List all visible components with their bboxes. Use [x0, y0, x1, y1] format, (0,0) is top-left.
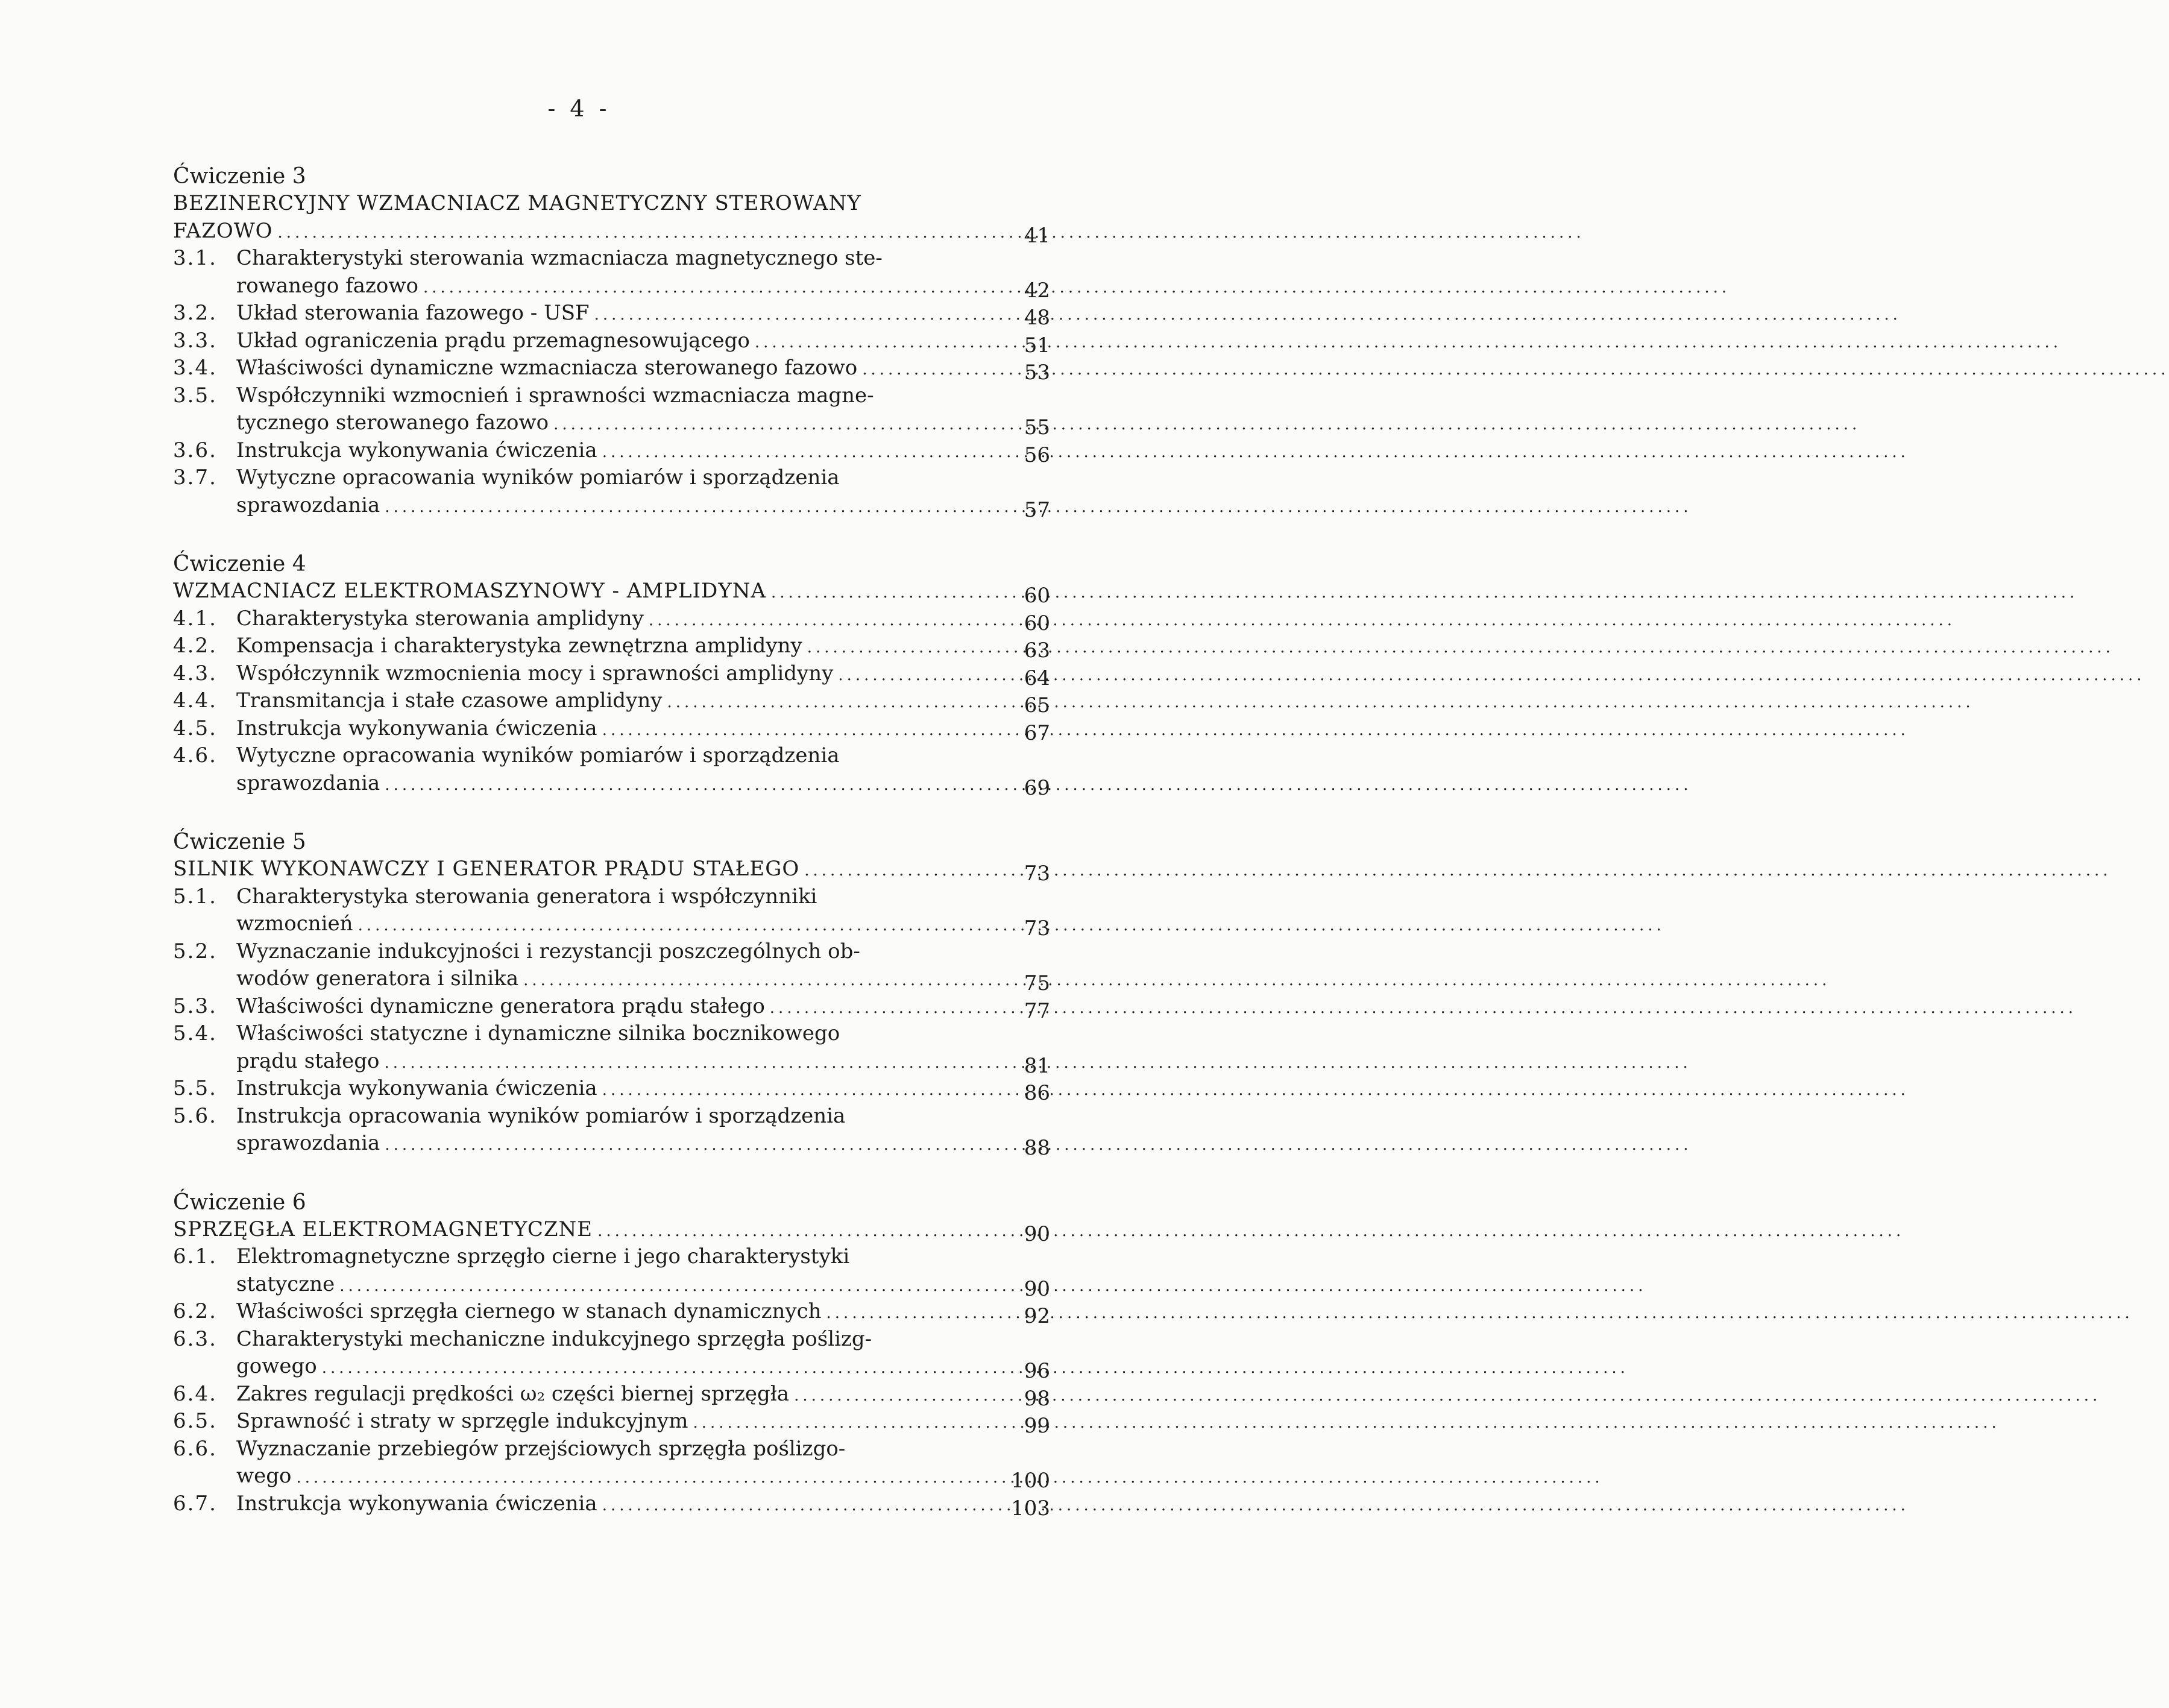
toc-entry-line [173, 770, 1050, 798]
section-title: Charakterystyka sterowania generatora i współczynniki [236, 884, 817, 909]
section-number: 5.4. [173, 1021, 217, 1045]
section-title: Właściwości statyczne i dynamiczne silnika bocznikowego [236, 1021, 840, 1045]
leader-dots [771, 579, 2078, 607]
section-number: 3.7. [173, 465, 217, 490]
page-ref[interactable]: 73 [1024, 916, 1050, 941]
section-title: Instrukcja wykonywania ćwiczenia [236, 716, 597, 740]
page-ref[interactable]: 67 [1024, 720, 1050, 745]
section-title: sprawozdania [236, 1131, 380, 1155]
toc-entry-line [173, 993, 1050, 1021]
page-ref[interactable]: 65 [1024, 693, 1050, 717]
page-ref[interactable]: 96 [1024, 1359, 1050, 1383]
section-number: 4.2. [173, 634, 217, 658]
page-ref[interactable]: 56 [1024, 443, 1050, 467]
leader-dots [594, 301, 1901, 329]
toc-entry-line [173, 715, 1050, 743]
section-title: Układ ograniczenia prądu przemagnesowującego [236, 328, 750, 353]
exercise-block [173, 1189, 1050, 1518]
page-ref[interactable]: 51 [1024, 333, 1050, 358]
toc-entry-line [173, 300, 1050, 330]
toc-entry-line [173, 492, 1050, 520]
section-title: wodów generatora i silnika [236, 966, 519, 991]
toc-entry-line [173, 273, 1050, 303]
section-title: statyczne [236, 1272, 335, 1296]
exercise-block [173, 163, 1050, 522]
toc-entry-line [173, 687, 1050, 715]
toc-entry-line [173, 437, 1050, 465]
toc-entry-line [173, 1048, 1050, 1076]
leader-dots [667, 689, 1974, 717]
section-number: 3.6. [173, 438, 217, 462]
leader-dots [423, 274, 1730, 302]
toc-entry-line [173, 1435, 1050, 1463]
section-title: rowanego fazowo [236, 273, 418, 298]
page-ref[interactable]: 100 [1011, 1469, 1050, 1493]
leader-dots [693, 1410, 2000, 1437]
leader-dots [755, 329, 2062, 357]
section-number: 5.5. [173, 1076, 217, 1100]
page-ref[interactable]: 60 [1024, 611, 1050, 635]
leader-dots [602, 1492, 1909, 1520]
page-ref[interactable]: 41 [1024, 223, 1050, 248]
section-title: Instrukcja wykonywania ćwiczenia [236, 1491, 597, 1516]
page-ref[interactable]: 63 [1024, 638, 1050, 663]
toc-entry-line [173, 910, 1050, 941]
exercise-block [173, 550, 1050, 800]
toc-entry-line [173, 1243, 1050, 1271]
section-title: Zakres regulacji prędkości ω₂ części biernej sprzęgła [236, 1381, 790, 1406]
page-ref[interactable]: 98 [1024, 1386, 1050, 1411]
page-ref[interactable]: 77 [1024, 998, 1050, 1023]
section-title: Właściwości dynamiczne generatora prądu stałego [236, 994, 765, 1018]
exercise-title-text: WZMACNIACZ ELEKTROMASZYNOWY - AMPLIDYNA [173, 579, 767, 603]
toc-entry-line [173, 1490, 1050, 1518]
toc-entry-line [173, 1381, 1050, 1411]
toc-entry-line [173, 1408, 1050, 1438]
exercise-title-text: FAZOWO [173, 218, 273, 243]
toc-entry-line [173, 965, 1050, 993]
section-number: 4.3. [173, 661, 217, 685]
section-title: Instrukcja opracowania wyników pomiarów i sporządzenia [236, 1103, 846, 1128]
page-ref[interactable]: 86 [1024, 1081, 1050, 1105]
section-number: 3.4. [173, 356, 217, 380]
section-title: Wyznaczanie indukcyjności i rezystancji poszczególnych ob- [236, 939, 860, 963]
toc-entry-line [173, 1271, 1050, 1299]
exercise-heading: Ćwiczenie 5 [173, 830, 306, 854]
page-number: - 4 - [547, 95, 611, 122]
toc-entry-line [173, 245, 1050, 273]
toc-entry-line [173, 1020, 1050, 1048]
section-number: 6.5. [173, 1409, 217, 1433]
exercise-title-line [173, 190, 1050, 218]
exercise-heading: Ćwiczenie 4 [173, 552, 306, 576]
leader-dots [322, 1355, 1629, 1382]
section-number: 4.5. [173, 716, 217, 740]
toc-entry-line [173, 1075, 1050, 1103]
section-title: Wytyczne opracowania wyników pomiarów i sporządzenia [236, 743, 840, 767]
leader-dots [296, 1464, 1603, 1492]
toc-entry-line [173, 1326, 1050, 1353]
leader-dots [602, 717, 1909, 745]
section-title: Charakterystyki sterowania wzmacniacza magnetycznego ste- [236, 246, 883, 270]
page-ref[interactable]: 88 [1024, 1136, 1050, 1160]
toc-entry-line [173, 1298, 1050, 1326]
section-number: 5.3. [173, 994, 217, 1018]
exercise-title-line [173, 1216, 1050, 1244]
leader-dots [862, 356, 2169, 384]
section-title: Właściwości sprzęgła ciernego w stanach dynamicznych [236, 1299, 822, 1323]
leader-dots [794, 1382, 2101, 1410]
exercise-heading: Ćwiczenie 3 [173, 164, 306, 189]
toc-entry-line [173, 382, 1050, 410]
section-title: Wyznaczanie przebiegów przejściowych sprzęgła poślizgo- [236, 1436, 846, 1461]
section-title: gowego [236, 1354, 317, 1378]
section-title: sprawozdania [236, 493, 380, 517]
section-title: Sprawność i straty w sprzęgle indukcyjnym [236, 1409, 688, 1433]
exercise-title-line [173, 856, 1050, 886]
section-number: 3.5. [173, 383, 217, 408]
leader-dots [553, 411, 1860, 439]
toc-entry-line [173, 605, 1050, 633]
page-ref[interactable]: 57 [1024, 497, 1050, 522]
table-of-contents [173, 163, 1050, 1549]
toc-entry-line [173, 632, 1050, 663]
leader-dots [339, 1273, 1646, 1300]
section-title: prądu stałego [236, 1048, 380, 1073]
exercise-title-line [173, 218, 1050, 248]
page-ref[interactable]: 73 [1024, 862, 1050, 886]
section-title: Charakterystyka sterowania amplidyny [236, 606, 644, 631]
section-number: 4.1. [173, 606, 217, 631]
section-title: sprawozdania [236, 770, 380, 795]
page-ref[interactable]: 55 [1024, 415, 1050, 440]
section-number: 6.7. [173, 1491, 217, 1516]
section-number: 4.6. [173, 743, 217, 767]
section-title: Instrukcja wykonywania ćwiczenia [236, 438, 597, 462]
section-number: 6.4. [173, 1381, 217, 1406]
page-ref[interactable]: 103 [1011, 1496, 1050, 1520]
toc-entry-line [173, 355, 1050, 385]
section-title: Układ sterowania fazowego - USF [236, 301, 590, 325]
toc-entry-line [173, 938, 1050, 966]
section-title: Instrukcja wykonywania ćwiczenia [236, 1076, 597, 1100]
section-title: Wytyczne opracowania wyników pomiarów i sporządzenia [236, 465, 840, 490]
section-number: 6.6. [173, 1436, 217, 1461]
page-ref[interactable]: 48 [1024, 306, 1050, 330]
exercise-title-text: SPRZĘGŁA ELEKTROMAGNETYCZNE [173, 1217, 593, 1241]
exercise-title-text: SILNIK WYKONAWCZY I GENERATOR PRĄDU STAŁEGO [173, 857, 800, 881]
toc-entry-line [173, 1463, 1050, 1493]
section-number: 5.1. [173, 884, 217, 909]
section-number: 5.6. [173, 1103, 217, 1128]
leader-dots [804, 857, 2111, 885]
page-ref[interactable]: 42 [1024, 278, 1050, 303]
section-title: Właściwości dynamiczne wzmacniacza sterowanego fazowo [236, 356, 858, 380]
section-title: Charakterystyki mechaniczne indukcyjnego sprzęgła poślizg- [236, 1326, 872, 1351]
exercise-title-line [173, 578, 1050, 608]
toc-entry-line [173, 464, 1050, 492]
section-title: Współczynniki wzmocnień i sprawności wzmacniacza magne- [236, 383, 874, 408]
section-number: 6.2. [173, 1299, 217, 1323]
section-number: 6.1. [173, 1244, 217, 1268]
exercise-title-text: BEZINERCYJNY WZMACNIACZ MAGNETYCZNY STEROWANY [173, 191, 861, 215]
toc-entry-line [173, 742, 1050, 770]
section-title: Transmitancja i stałe czasowe amplidyny [236, 689, 663, 713]
page-ref[interactable]: 90 [1024, 1276, 1050, 1301]
page-ref[interactable]: 90 [1024, 1221, 1050, 1246]
section-number: 4.4. [173, 689, 217, 713]
section-number: 3.1. [173, 246, 217, 270]
leader-dots [770, 995, 2077, 1023]
section-number: 3.2. [173, 301, 217, 325]
leader-dots [602, 1077, 1909, 1105]
page-ref[interactable]: 81 [1024, 1053, 1050, 1078]
leader-dots [278, 219, 1585, 247]
page-ref[interactable]: 75 [1024, 971, 1050, 995]
section-title: tycznego sterowanego fazowo [236, 411, 549, 435]
leader-dots [602, 439, 1909, 467]
section-title: wego [236, 1464, 292, 1488]
toc-entry-line [173, 327, 1050, 358]
leader-dots [597, 1218, 1904, 1246]
toc-entry-line [173, 1103, 1050, 1130]
section-title: wzmocnień [236, 912, 353, 936]
page-ref[interactable]: 53 [1024, 361, 1050, 385]
page-ref[interactable]: 99 [1024, 1414, 1050, 1438]
page-ref[interactable]: 92 [1024, 1304, 1050, 1328]
section-title: Współczynnik wzmocnienia mocy i sprawności amplidyny [236, 661, 834, 685]
leader-dots [523, 967, 1830, 995]
section-number: 6.3. [173, 1326, 217, 1351]
toc-entry-line [173, 883, 1050, 911]
section-number: 5.2. [173, 939, 217, 963]
toc-entry-line [173, 409, 1050, 440]
toc-entry-line [173, 1130, 1050, 1158]
exercise-block [173, 828, 1050, 1158]
toc-entry-line [173, 660, 1050, 688]
page-ref[interactable]: 64 [1024, 666, 1050, 690]
section-title: Kompensacja i charakterystyka zewnętrzna amplidyny [236, 634, 802, 658]
page-ref[interactable]: 69 [1024, 775, 1050, 800]
toc-entry-line [173, 1353, 1050, 1381]
page-ref[interactable]: 60 [1024, 584, 1050, 608]
exercise-heading: Ćwiczenie 6 [173, 1190, 306, 1215]
section-number: 3.3. [173, 328, 217, 353]
section-title: Elektromagnetyczne sprzęgło cierne i jego charakterystyki [236, 1244, 850, 1268]
leader-dots [649, 607, 1956, 635]
